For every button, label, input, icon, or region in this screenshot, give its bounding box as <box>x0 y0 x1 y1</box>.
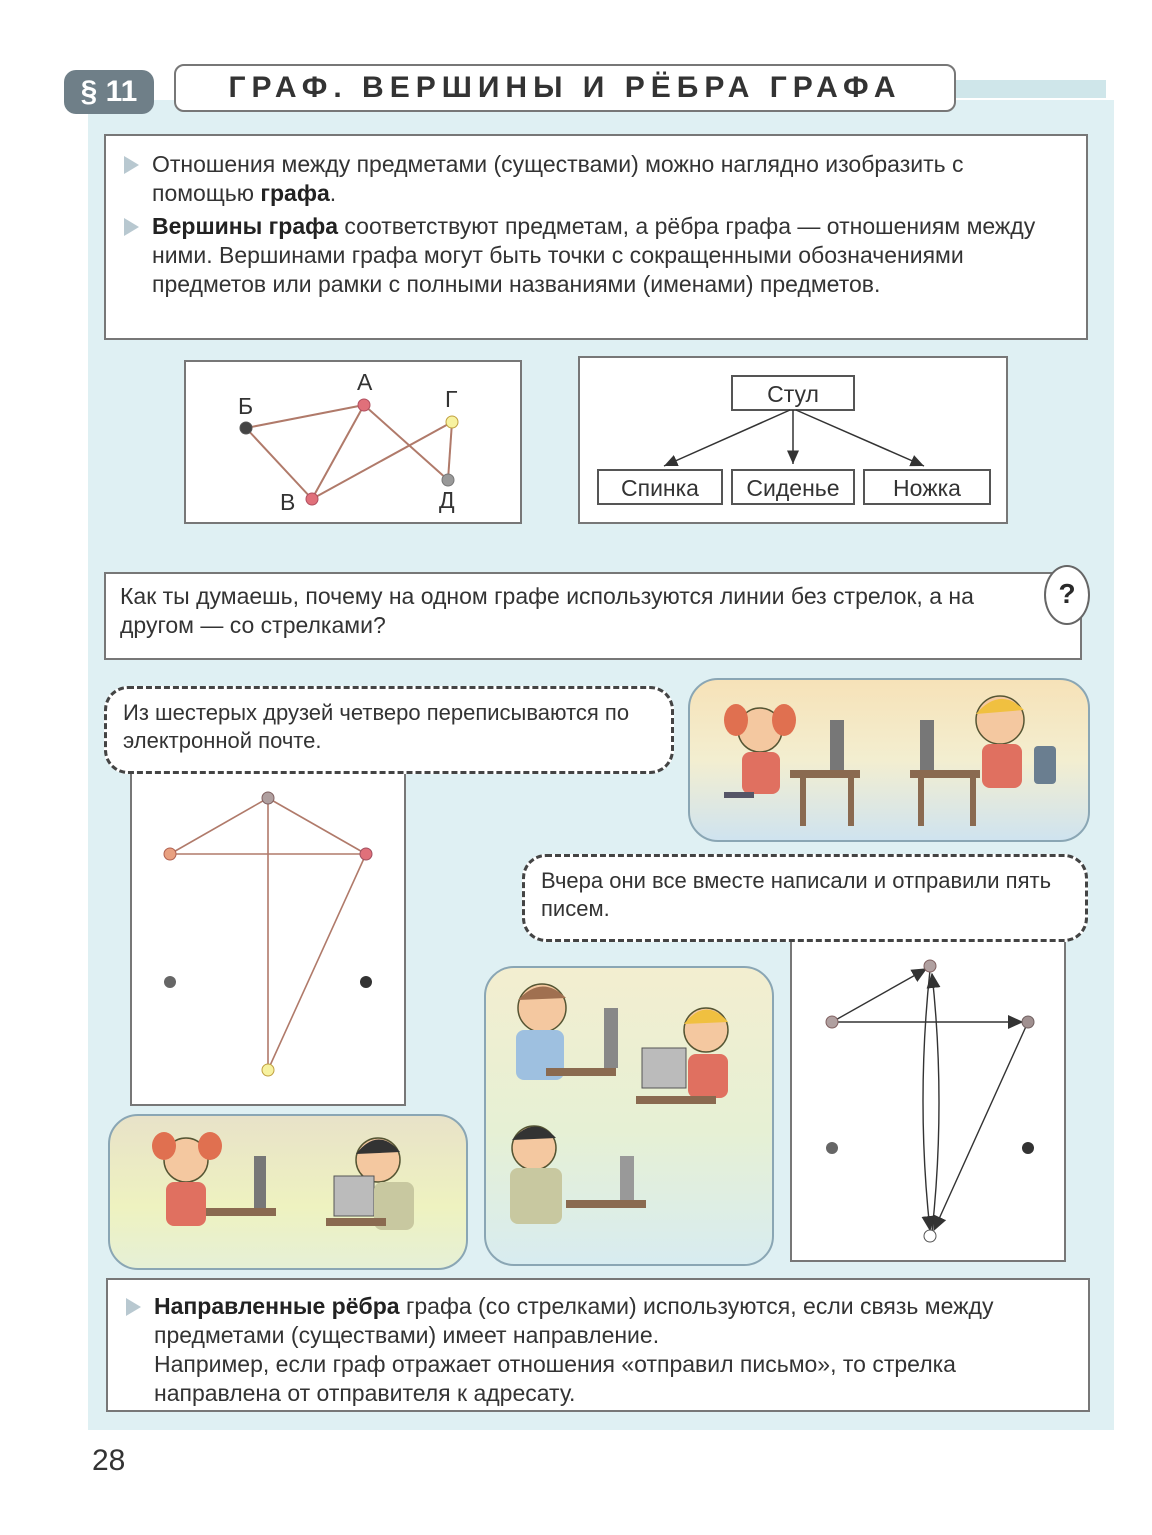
node-right <box>360 848 372 860</box>
label-child-3: Ножка <box>893 475 961 501</box>
graph-points-figure <box>184 360 522 524</box>
graph-frames-figure <box>578 356 1008 524</box>
title-decoration <box>956 80 1106 98</box>
definition-graph-text: Отношения между предметами (существами) можно наглядно изобразить с помощью <box>152 151 964 206</box>
bubble-1-text: Из шестерых друзей четверо переписываются по электронной почте. <box>123 700 630 753</box>
node-isolated-left <box>826 1142 838 1154</box>
bullet-icon <box>126 1298 141 1316</box>
bubble-2-text: Вчера они все вместе написали и отправили пять писем. <box>541 868 1052 921</box>
label-b: Б <box>238 393 254 419</box>
node-left <box>164 848 176 860</box>
section-badge: § 11 <box>64 70 154 114</box>
node-top <box>262 792 274 804</box>
node-left <box>826 1016 838 1028</box>
kids-drawing-3 <box>110 1116 466 1268</box>
edge-right-bottom <box>268 854 366 1070</box>
node-bottom <box>924 1230 936 1242</box>
definition-graph: Отношения между предметами (существами) можно наглядно изобразить с помощью графа. <box>110 150 1064 208</box>
illustration-two-kids <box>688 678 1090 842</box>
node-g <box>446 416 458 428</box>
edge-top-left <box>170 798 268 854</box>
email-graph-undirected-svg <box>132 774 408 1106</box>
edge-b-a <box>246 405 364 428</box>
graph-points-svg <box>186 362 524 526</box>
bullet-icon <box>124 218 139 236</box>
definition-vertices-text: соответствуют предметам, а рёбра графа — отношениям между ними. Вершинами графа могут быть точки с сокращенными обозначениями предметов или рамки с полными названиями (именами) предметов. <box>152 213 1036 297</box>
question-mark-icon: ? <box>1044 565 1090 625</box>
arrow-top-bottom <box>923 970 930 1230</box>
term-directed-edges: Направленные рёбра <box>154 1293 400 1319</box>
node-right <box>1022 1016 1034 1028</box>
node-top <box>924 960 936 972</box>
node-bottom <box>262 1064 274 1076</box>
node-a <box>358 399 370 411</box>
bullet-icon <box>124 156 139 174</box>
question-box <box>104 572 1082 660</box>
node-d <box>442 474 454 486</box>
speech-bubble-1 <box>104 686 674 774</box>
edge-b-v <box>246 428 312 499</box>
node-isolated-right <box>360 976 372 988</box>
email-graph-directed-svg <box>792 942 1068 1262</box>
illustration-three-kids <box>484 966 774 1266</box>
speech-bubble-2 <box>522 854 1088 942</box>
term-graph: графа <box>260 180 330 206</box>
definition-vertices <box>110 212 1064 299</box>
label-child-1: Спинка <box>621 475 699 501</box>
node-isolated-left <box>164 976 176 988</box>
term-vertices: Вершины графа <box>152 213 339 239</box>
arrow-right-bottom <box>934 1022 1028 1230</box>
illustration-kids-bottom <box>108 1114 468 1270</box>
email-graph-undirected <box>130 774 406 1106</box>
node-v <box>306 493 318 505</box>
page-number: 28 <box>92 1444 126 1477</box>
label-g: Г <box>445 386 458 412</box>
rule-paragraph <box>112 1292 1066 1350</box>
email-graph-directed <box>790 942 1066 1262</box>
arrow-root-child-1 <box>664 410 790 466</box>
label-d: Д <box>439 487 455 513</box>
kids-drawing-2 <box>486 968 772 1264</box>
rule-example: Например, если граф отражает отношения «отправил письмо», то стрелка направлена от отправителя к адресату. <box>154 1351 956 1406</box>
rule-text: графа (со стрелками) используются, если связь между предметами (существами) имеет направление. <box>154 1293 994 1348</box>
label-a: А <box>357 369 373 395</box>
arrow-left-top <box>832 969 926 1022</box>
node-b <box>240 422 252 434</box>
intro-definitions <box>104 134 1088 340</box>
arrow-bottom-top <box>932 974 939 1232</box>
graph-frames-svg <box>580 358 1010 526</box>
label-v: В <box>280 489 296 515</box>
label-child-2: Сиденье <box>746 475 840 501</box>
question-text: Как ты думаешь, почему на одном графе используются линии без стрелок, а на другом — со стрелками? <box>120 583 974 638</box>
label-root: Стул <box>767 381 819 407</box>
edge-a-d <box>364 405 448 480</box>
kids-drawing-1 <box>690 680 1088 840</box>
edge-top-right <box>268 798 366 854</box>
edge-g-d <box>448 422 452 480</box>
node-isolated-right <box>1022 1142 1034 1154</box>
directed-edges-rule <box>106 1278 1090 1412</box>
page-title: ГРАФ. ВЕРШИНЫ И РЁБРА ГРАФА <box>174 64 956 112</box>
arrow-root-child-3 <box>796 410 924 466</box>
